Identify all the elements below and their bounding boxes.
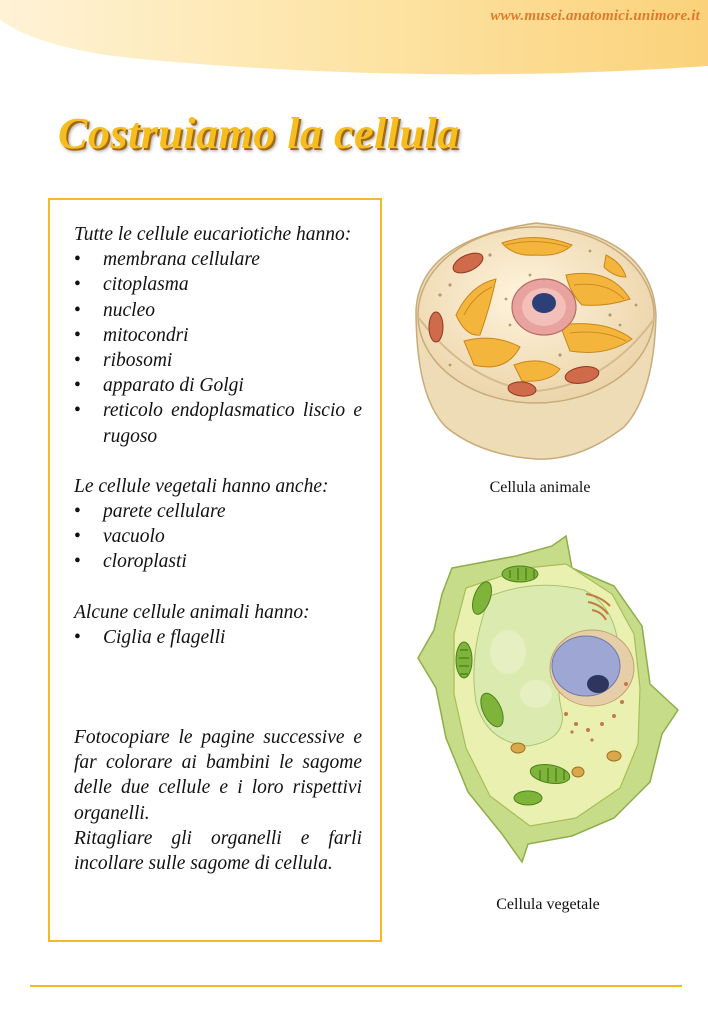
- bullet-icon: •: [74, 375, 81, 397]
- bullet-icon: •: [74, 626, 81, 648]
- list-item: • citoplasma: [74, 272, 362, 297]
- list-item: • reticolo endoplasmatico liscio e rugoso: [74, 400, 362, 447]
- list-item: • nucleo: [74, 298, 362, 323]
- bullet-icon: •: [74, 324, 81, 346]
- bullet-icon: •: [74, 249, 81, 271]
- page-title: Costruiamo la cellula: [58, 109, 460, 158]
- plant-cell-illustration: [416, 534, 684, 864]
- bullet-icon: •: [74, 350, 81, 372]
- organelle-list: [74, 247, 362, 449]
- list-item: • vacuolo: [74, 524, 362, 549]
- animal-list: [74, 625, 362, 650]
- bullet-icon: •: [74, 274, 81, 296]
- animal-cell-illustration: [410, 215, 662, 465]
- footer-divider: [30, 985, 682, 987]
- instructions-text: Fotocopiare le pagine successive e far colorare ai bambini le sagome delle due cellule e i loro rispettivi organelli.: [74, 727, 362, 824]
- bullet-icon: •: [74, 526, 81, 548]
- list-item: • membrana cellulare: [74, 247, 362, 272]
- animal-cell-caption: Cellula animale: [489, 479, 591, 496]
- list-item: • Ciglia e flagelli: [74, 625, 362, 650]
- bullet-icon: •: [74, 501, 81, 523]
- animal-intro: Alcune cellule animali hanno:: [74, 601, 310, 623]
- plant-list: [74, 499, 362, 575]
- info-box: [48, 198, 382, 942]
- plant-cell-caption: Cellula vegetale: [496, 896, 600, 913]
- list-item: • apparato di Golgi: [74, 373, 362, 398]
- instructions-text-2: Ritagliare gli organelli e farli incollare sulle sagome di cellula.: [74, 827, 362, 875]
- site-url[interactable]: www.musei.anatomici.unimore.it: [490, 8, 700, 24]
- bullet-icon: •: [74, 551, 81, 573]
- list-item: • cloroplasti: [74, 549, 362, 574]
- list-item: • parete cellulare: [74, 499, 362, 524]
- bullet-icon: •: [74, 400, 81, 422]
- plant-intro: Le cellule vegetali hanno anche:: [74, 475, 329, 497]
- info-box-content: [74, 222, 362, 876]
- list-item: • mitocondri: [74, 323, 362, 348]
- intro-text: Tutte le cellule eucariotiche hanno:: [74, 224, 352, 245]
- bullet-icon: •: [74, 299, 81, 321]
- list-item: • ribosomi: [74, 348, 362, 373]
